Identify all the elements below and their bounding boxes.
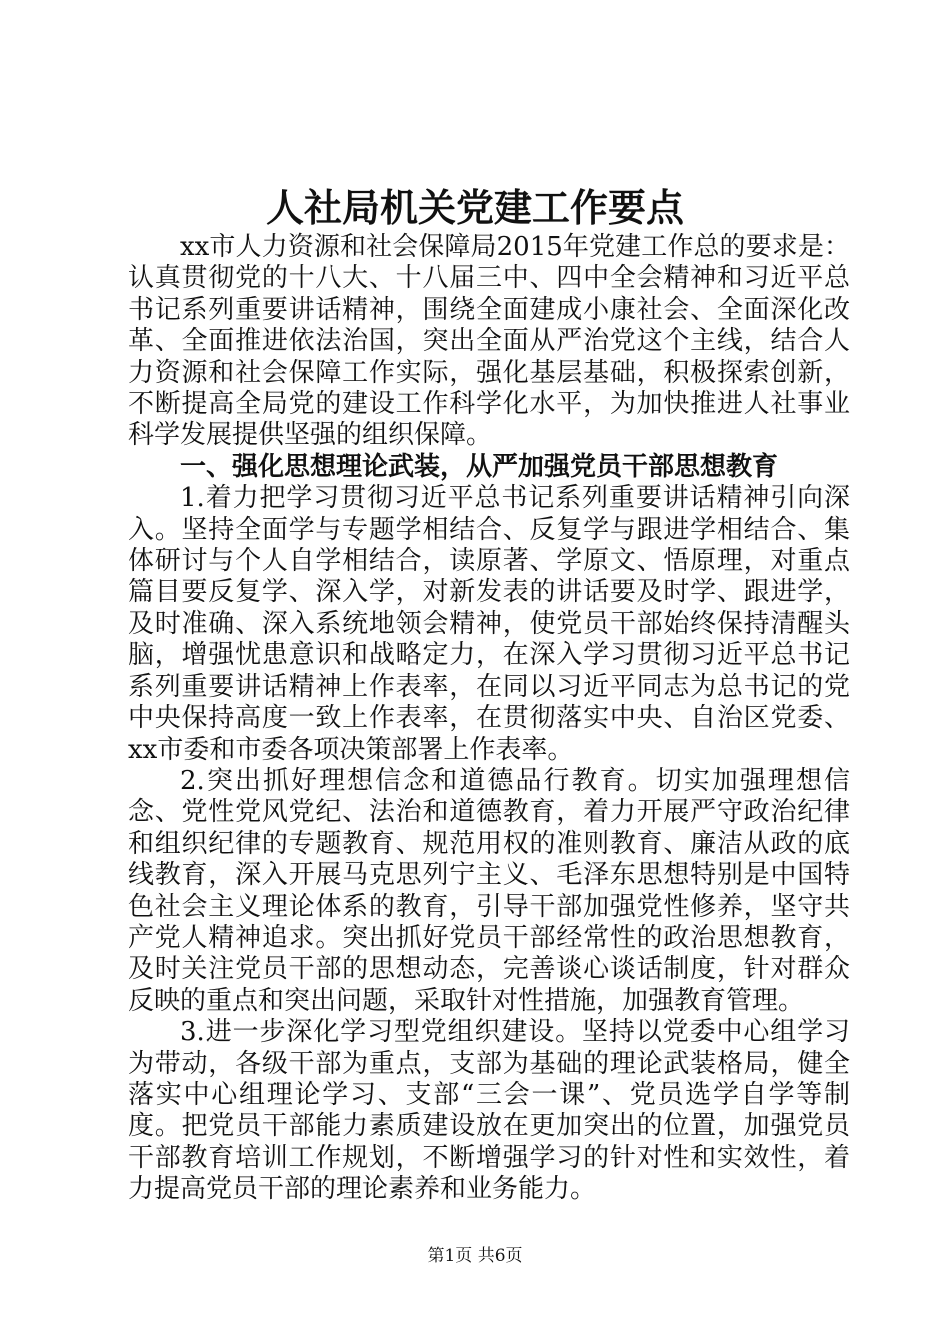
intro-paragraph: xx市人力资源和社会保障局2015年党建工作总的要求是：认真贯彻党的十八大、十八届三中、四中全会精神和习近平总书记系列重要讲话精神，围绕全面建成小康社会、全面深化改革、全面推进依法治国，突出全面从严治党这个主线，结合人力资源和社会保障工作实际，强化基层基础，积极探索创新，不断提高全局党的建设工作科学化水平，为加快推进人社事业科学发展提供坚强的组织保障。 (128, 232, 850, 451)
page-number-footer: 第1页 共6页 (427, 1246, 523, 1266)
document-title: 人社局机关党建工作要点 (265, 185, 684, 230)
item-paragraph-1: 1.着力把学习贯彻习近平总书记系列重要讲话精神引向深入。坚持全面学与专题学相结合、反复学与跟进学相结合、集体研讨与个人自学相结合，读原著、学原文、悟原理，对重点篇目要反复学、深入学，对新发表的讲话要及时学、跟进学，及时准确、深入系统地领会精神，使党员干部始终保持清醒头脑，增强忧患意识和战略定力，在深入学习贯彻习近平总书记系列重要讲话精神上作表率，在同以习近平同志为总书记的党中央保持高度一致上作表率，在贯彻落实中央、自治区党委、xx市委和市委各项决策部署上作表率。 (128, 483, 850, 765)
item-paragraph-3: 3.进一步深化学习型党组织建设。坚持以党委中心组学习为带动，各级干部为重点，支部为基础的理论武装格局，健全落实中心组理论学习、支部“三会一课”、党员选学自学等制度。把党员干部能力素质建设放在更加突出的位置，加强党员干部教育培训工作规划，不断增强学习的针对性和实效性，着力提高党员干部的理论素养和业务能力。 (128, 1017, 850, 1205)
section-heading: 一、强化思想理论武装，从严加强党员干部思想教育 (180, 451, 779, 482)
document-body (128, 232, 850, 1206)
item-paragraph-2: 2.突出抓好理想信念和道德品行教育。切实加强理想信念、党性党风党纪、法治和道德教育，着力开展严守政治纪律和组织纪律的专题教育、规范用权的准则教育、廉洁从政的底线教育，深入开展马克思列宁主义、毛泽东思想特别是中国特色社会主义理论体系的教育，引导干部加强党性修养，坚守共产党人精神追求。突出抓好党员干部经常性的政治思想教育，及时关注党员干部的思想动态，完善谈心谈话制度，针对群众反映的重点和突出问题，采取针对性措施，加强教育管理。 (128, 765, 850, 1016)
